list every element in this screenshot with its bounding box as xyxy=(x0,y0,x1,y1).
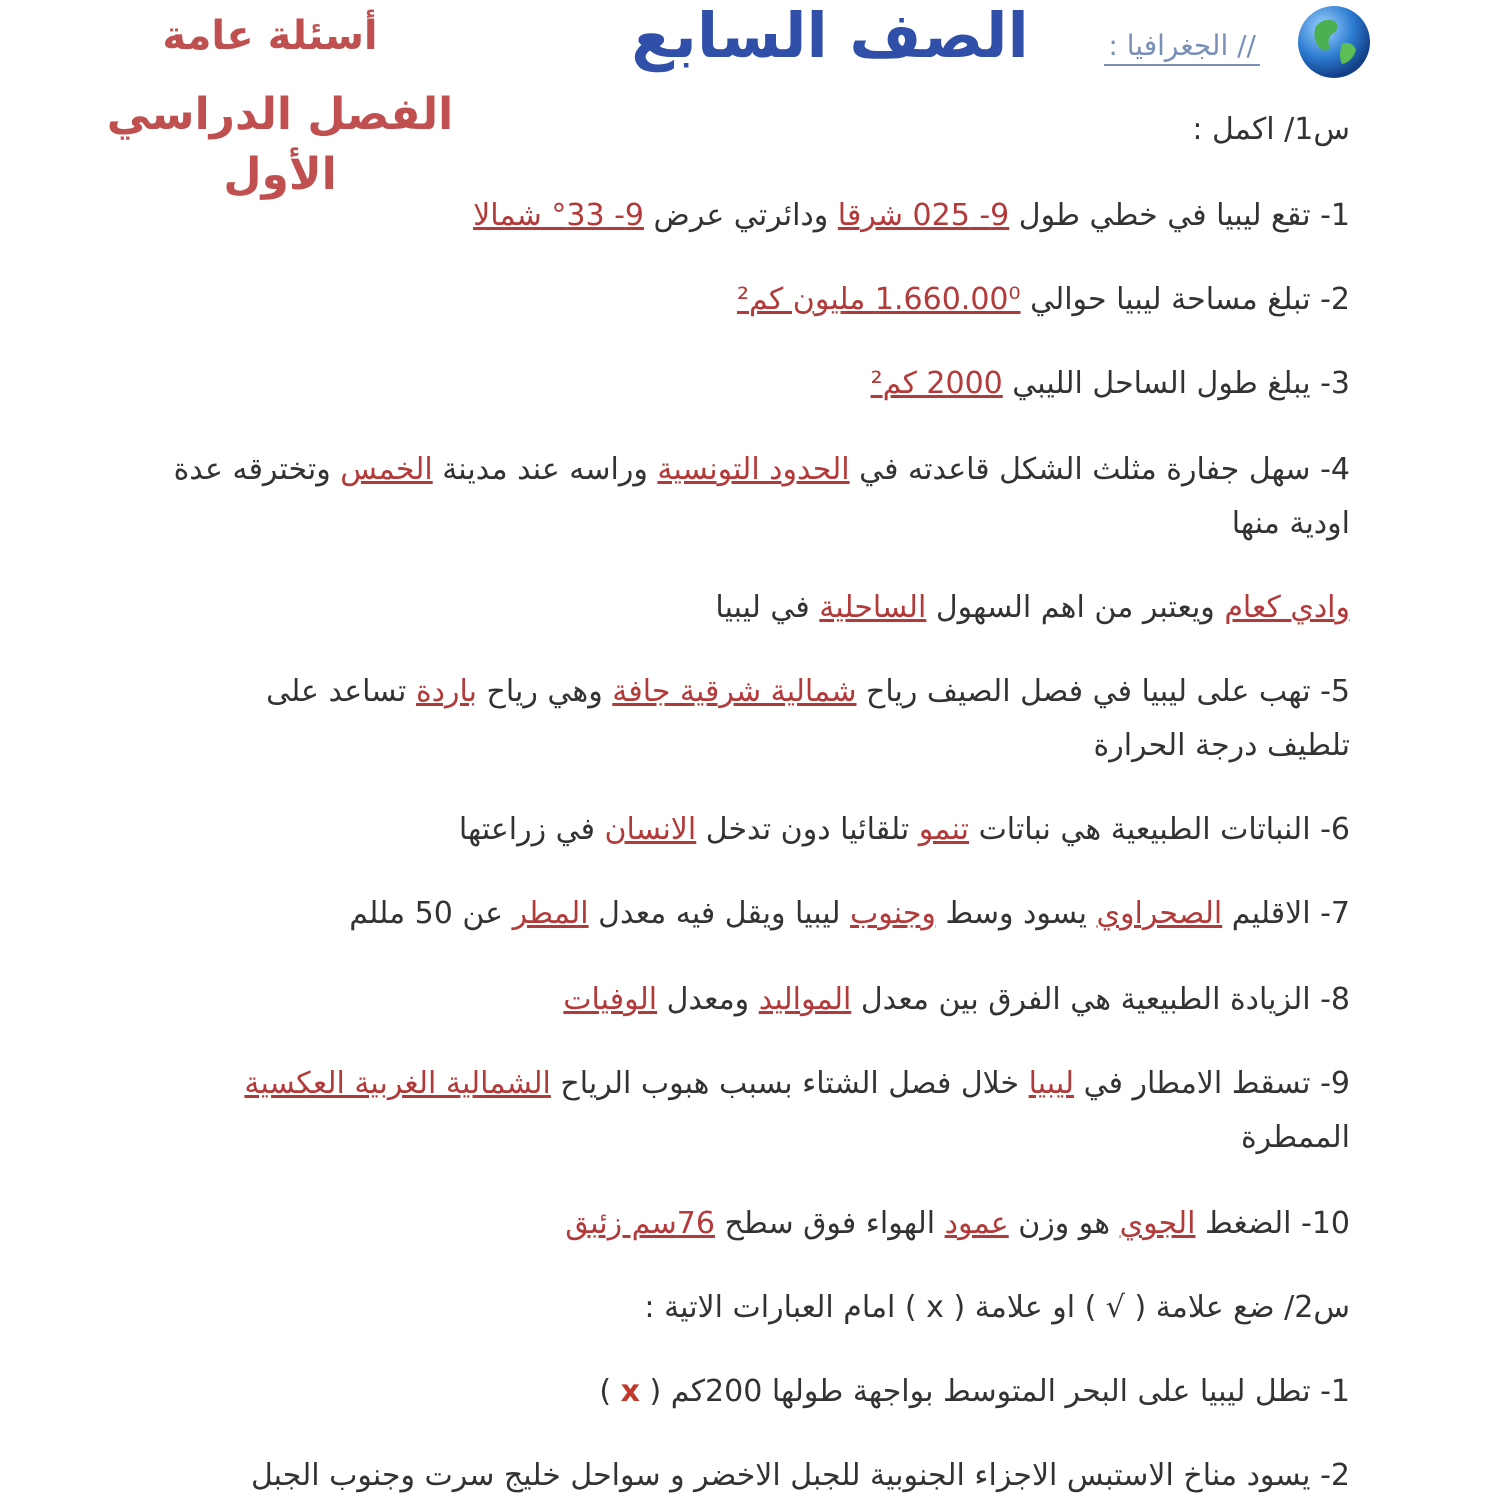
answer: 2000 كم² xyxy=(870,366,1003,401)
general-questions-title: أسئلة عامة xyxy=(162,13,378,59)
q1-item-4: 4- سهل جفارة مثلث الشكل قاعدته في الحدود التونسية وراسه عند مدينة الخمس وتخترقه عدة xyxy=(173,452,1350,487)
q1-item-2: 2- تبلغ مساحة ليبيا حوالي 1.660.00⁰ مليون كم² xyxy=(736,282,1350,317)
answer: وادي كعام xyxy=(1224,590,1350,625)
subject-label: // الجغرافيا : xyxy=(1104,28,1260,66)
answer: تنمو xyxy=(918,812,970,847)
answer: الجوي xyxy=(1119,1206,1196,1241)
q1-item-6: 6- النباتات الطبيعية هي نباتات تنمو تلقائيا دون تدخل الانسان في زراعتها xyxy=(458,812,1350,847)
answer: 1.660.00⁰ مليون كم² xyxy=(736,282,1021,317)
semester-title: الفصل الدراسي الأول xyxy=(106,89,454,200)
answer: الشمالية الغربية العكسية xyxy=(244,1066,551,1101)
answer: وجنوب xyxy=(850,896,936,931)
answer: عمود xyxy=(944,1206,1009,1241)
answer: الساحلية xyxy=(819,590,927,625)
answer: المطر xyxy=(512,896,589,931)
answer: المواليد xyxy=(758,982,852,1017)
q1-item-1: 1- تقع ليبيا في خطي طول 9- 025 شرقا ودائرتي عرض 9- 33° شمالا xyxy=(473,198,1350,233)
q1-item-4-continued: وادي كعام ويعتبر من اهم السهول الساحلية في ليبيا xyxy=(715,590,1350,625)
q1-item-9: 9- تسقط الامطار في ليبيا خلال فصل الشتاء بسبب هبوب الرياح الشمالية الغربية العكسية xyxy=(244,1066,1350,1101)
q2-title: س2/ ضع علامة ( √ ) او علامة ( x ) امام العبارات الاتية : xyxy=(644,1290,1350,1325)
q1-item-5-line2: تلطيف درجة الحرارة xyxy=(1093,728,1350,763)
answer: الوفيات xyxy=(563,982,658,1017)
q2-item-1: 1- تطل ليبيا على البحر المتوسط بواجهة طولها 200كم ( x ) xyxy=(599,1374,1350,1409)
answer: 76سم زئبق xyxy=(565,1206,715,1241)
answer: 9- 025 شرقا xyxy=(837,198,1010,233)
q1-item-7: 7- الاقليم الصحراوي يسود وسط وجنوب ليبيا ويقل فيه معدل المطر عن 50 مللم xyxy=(349,896,1350,931)
answer: الصحراوي xyxy=(1096,896,1223,931)
grade-title: الصف السابع xyxy=(631,0,1029,72)
q1-item-9-line2: الممطرة xyxy=(1240,1120,1350,1155)
answer: الانسان xyxy=(604,812,697,847)
q1-title: س1/ اكمل : xyxy=(1192,112,1350,147)
answer: الحدود التونسية xyxy=(657,452,850,487)
q2-item-2: 2- يسود مناخ الاستبس الاجزاء الجنوبية للجبل الاخضر و سواحل خليج سرت وجنوب الجبل xyxy=(250,1458,1350,1493)
answer: شمالية شرقية جافة xyxy=(612,674,857,709)
q1-item-8: 8- الزيادة الطبيعية هي الفرق بين معدل المواليد ومعدل الوفيات xyxy=(563,982,1350,1017)
answer: باردة xyxy=(415,674,477,709)
q1-item-3: 3- يبلغ طول الساحل الليبي 2000 كم² xyxy=(870,366,1350,401)
answer: ليبيا xyxy=(1028,1066,1075,1101)
globe-icon xyxy=(1296,4,1372,80)
q1-item-5: 5- تهب على ليبيا في فصل الصيف رياح شمالية شرقية جافة وهي رياح باردة تساعد على xyxy=(266,674,1350,709)
q1-item-4-line2: اودية منها xyxy=(1231,506,1350,541)
answer: الخمس xyxy=(340,452,433,487)
wrong-mark: x xyxy=(620,1374,640,1409)
answer: 9- 33° شمالا xyxy=(473,198,645,233)
q1-item-10: 10- الضغط الجوي هو وزن عمود الهواء فوق سطح 76سم زئبق xyxy=(565,1206,1350,1241)
